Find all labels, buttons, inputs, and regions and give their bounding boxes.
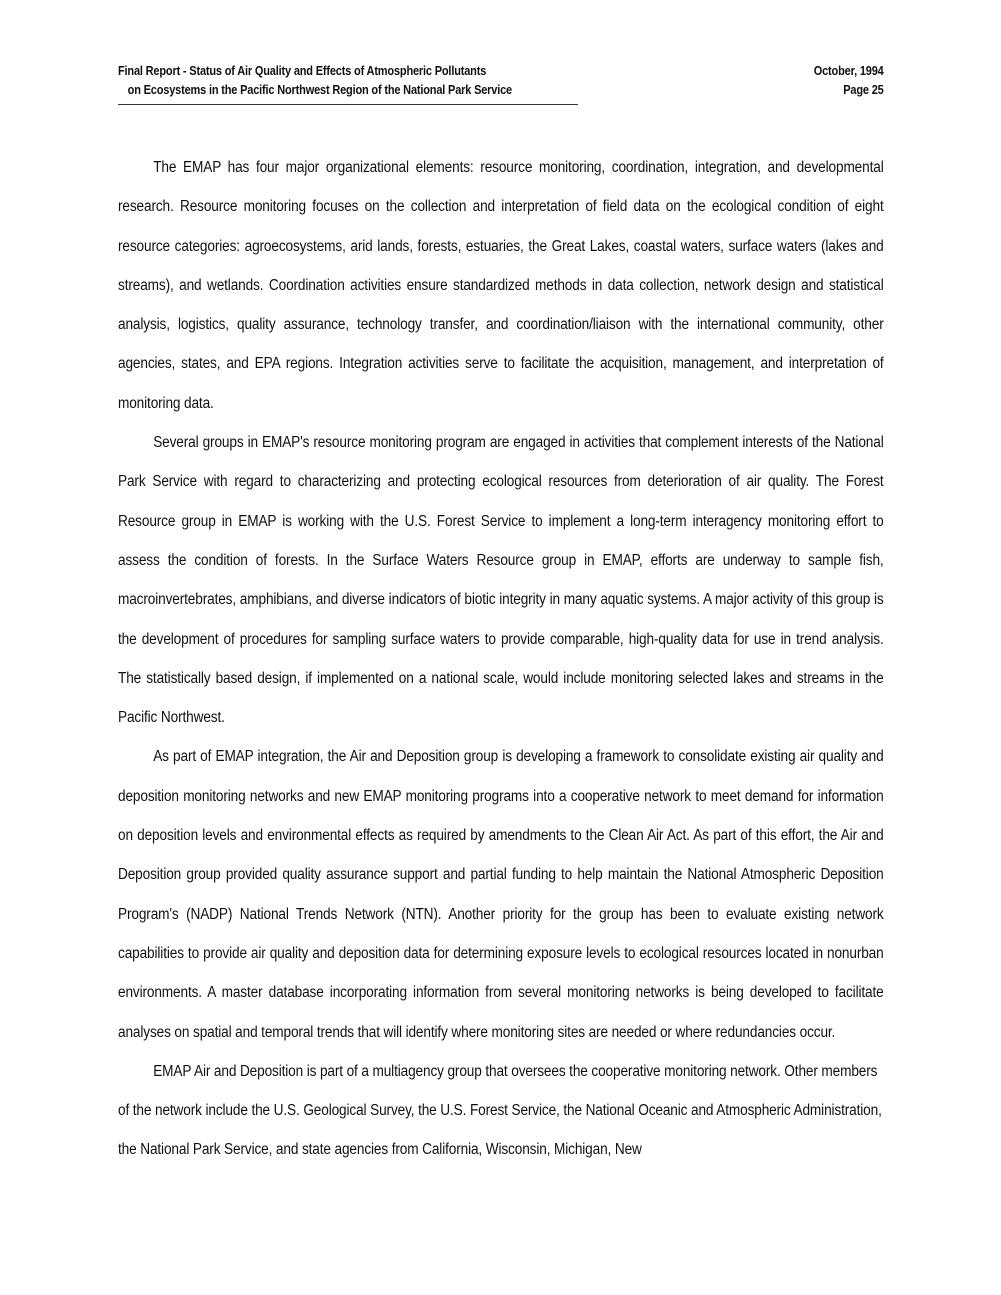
- paragraph-multiagency: EMAP Air and Deposition is part of a multiagency group that oversees the cooperative monitoring network. Other members of the network include the U.S. Geological Survey, the U.S. Forest Service, the National Oceanic and Atmospheric Administration, the National Park Service, and state agencies from California, Wisconsin, Michigan, New: [118, 1062, 882, 1159]
- report-date: October, 1994: [813, 64, 884, 78]
- page-number: Page 25: [843, 83, 884, 97]
- report-title: [118, 62, 512, 100]
- paragraph-emap-elements: The EMAP has four major organizational elements: resource monitoring, coordination, integration, and developmental research. Resource monitoring focuses on the collection and interpretation of field data on the ecological condition of eight resource categories: agroecosystems, arid lands, forests, estuaries, the Great Lakes, coastal waters, surface waters (lakes and streams), and wetlands. Coordination activities ensure standardized methods in data collection, network design and statistical analysis, logistics, quality assurance, technology transfer, and coordination/liaison with the international community, other agencies, states, and EPA regions. Integration activities serve to facilitate the acquisition, management, and interpretation of monitoring data.: [118, 159, 884, 412]
- report-title-line-1: Final Report - Status of Air Quality and Effects of Atmospheric Pollutants: [118, 64, 487, 78]
- header-meta: [814, 62, 884, 100]
- report-title-line-2: on Ecosystems in the Pacific Northwest Region of the National Park Service: [127, 83, 512, 97]
- paragraph-resource-monitoring: Several groups in EMAP's resource monitoring program are engaged in activities that complement interests of the National Park Service with regard to characterizing and protecting ecological resources from deterioration of air quality. The Forest Resource group in EMAP is working with the U.S. Forest Service to implement a long-term interagency monitoring effort to assess the condition of forests. In the Surface Waters Resource group in EMAP, efforts are underway to sample fish, macroinvertebrates, amphibians, and diverse indicators of biotic integrity in many aquatic systems. A major activity of this group is the development of procedures for sampling surface waters to provide comparable, high-quality data for use in trend analysis. The statistically based design, if implemented on a national scale, would include monitoring selected lakes and streams in the Pacific Northwest.: [118, 434, 884, 727]
- paragraph-air-deposition: As part of EMAP integration, the Air and Deposition group is developing a framework to consolidate existing air quality and deposition monitoring networks and new EMAP monitoring programs into a cooperative network to meet demand for information on deposition levels and environmental effects as required by amendments to the Clean Air Act. As part of this effort, the Air and Deposition group provided quality assurance support and partial funding to help maintain the National Atmospheric Deposition Program's (NADP) National Trends Network (NTN). Another priority for the group has been to evaluate existing network capabilities to provide air quality and deposition data for determining exposure levels to ecological resources located in nonurban environments. A master database incorporating information from several monitoring networks is being developed to facilitate analyses on spatial and temporal trends that will identify where monitoring sites are needed or where redundancies occur.: [118, 748, 884, 1041]
- document-page: [118, 0, 884, 1295]
- body-text: [118, 148, 884, 1170]
- header-rule: [118, 104, 578, 105]
